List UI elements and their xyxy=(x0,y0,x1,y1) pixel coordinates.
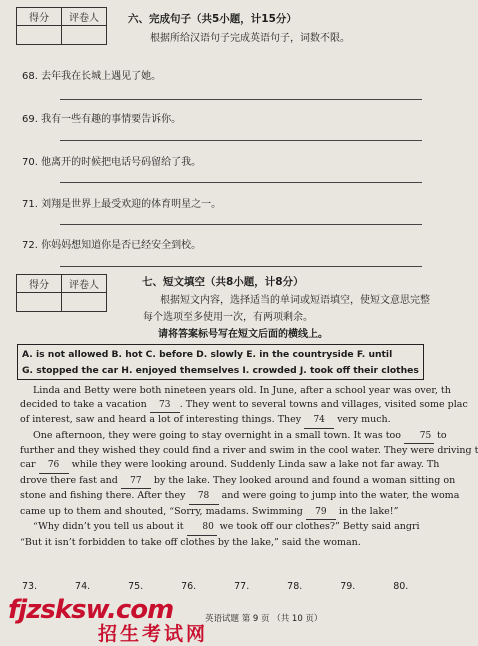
passage-line: “But it isn’t forbidden to take off clothes by the lake,” said the woman. xyxy=(20,536,361,548)
answer-77[interactable]: 77. xyxy=(234,581,250,592)
blank-78: 78 xyxy=(189,490,219,505)
passage-line: Linda and Betty were both nineteen years old. In June, after a school year was over, th xyxy=(33,385,451,396)
answer-75[interactable]: 75. xyxy=(128,581,144,592)
answer-73[interactable]: 73. xyxy=(22,581,38,592)
answer-line-71[interactable] xyxy=(60,224,422,225)
blank-73: 73 xyxy=(150,399,180,414)
section7-heading: 七、短文填空（共8小题，计8分） xyxy=(142,276,304,288)
blank-80: 80 xyxy=(187,521,217,536)
passage-line: came up to them and shouted, “Sorry, madams. Swimming 79 in the lake!” xyxy=(20,505,428,521)
watermark-chinese: 招生考试网 xyxy=(98,623,209,645)
score-table-section6 xyxy=(16,7,107,45)
grader-header: 评卷人 xyxy=(62,8,107,26)
passage-line: decided to take a vacation 73 . They went to several towns and villages, visited some plac xyxy=(20,398,428,414)
section6-instruction: 根据所给汉语句子完成英语句子，词数不限。 xyxy=(150,33,350,44)
reading-passage xyxy=(20,384,478,550)
score-table-section7 xyxy=(16,274,107,312)
score-header: 得分 xyxy=(17,275,62,293)
question-72: 72. 你妈妈想知道你是否已经安全到校。 xyxy=(22,240,202,251)
question-69: 69. 我有一些有趣的事情要告诉你。 xyxy=(22,114,182,125)
passage-line: of interest, saw and heard a lot of interesting things. They 74 very much. xyxy=(20,413,428,429)
blank-74: 74 xyxy=(304,414,334,429)
answer-74[interactable]: 74. xyxy=(75,581,91,592)
question-68: 68. 去年我在长城上遇见了她。 xyxy=(22,71,162,82)
answer-line-72[interactable] xyxy=(60,266,422,267)
section7-instruction-2: 每个选项至多使用一次，有两项剩余。 xyxy=(143,312,313,323)
passage-line: One afternoon, they were going to stay overnight in a small town. It was too 75 to xyxy=(20,429,428,445)
answer-line-69[interactable] xyxy=(60,140,422,141)
passage-line: car 76 while they were looking around. Suddenly Linda saw a lake not far away. Th xyxy=(20,458,428,474)
section7-instruction-3: 请将答案标号写在短文后面的横线上。 xyxy=(158,329,328,340)
grader-cell xyxy=(62,293,107,312)
page-footer: 英语试题 第 9 页 （共 10 页） xyxy=(205,614,323,624)
answer-80[interactable]: 80. xyxy=(393,581,409,592)
answer-line-70[interactable] xyxy=(60,182,422,183)
answer-blanks xyxy=(22,581,423,592)
blank-79: 79 xyxy=(306,506,336,521)
answer-78[interactable]: 78. xyxy=(287,581,303,592)
answer-line-68[interactable] xyxy=(60,99,422,100)
blank-76: 76 xyxy=(39,459,69,474)
grader-cell xyxy=(62,26,107,45)
section7-instruction-1: 根据短文内容，选择适当的单词或短语填空，使短文意思完整 xyxy=(160,295,430,306)
score-cell xyxy=(17,293,62,312)
word-bank-row-2: G. stopped the car H. enjoyed themselves I. crowded J. took off their clothes xyxy=(22,365,419,376)
word-bank xyxy=(17,344,424,380)
grader-header: 评卷人 xyxy=(62,275,107,293)
section6-heading: 六、完成句子（共5小题，计15分） xyxy=(128,13,297,25)
question-71: 71. 刘翔是世界上最受欢迎的体育明星之一。 xyxy=(22,199,222,210)
answer-79[interactable]: 79. xyxy=(340,581,356,592)
score-cell xyxy=(17,26,62,45)
score-header: 得分 xyxy=(17,8,62,26)
word-bank-row-1: A. is not allowed B. hot C. before D. slowly E. in the countryside F. until xyxy=(22,349,393,360)
blank-77: 77 xyxy=(121,475,151,490)
passage-line: drove there fast and 77 by the lake. They looked around and found a woman sitting on xyxy=(20,474,428,490)
question-70: 70. 他离开的时候把电话号码留给了我。 xyxy=(22,157,202,168)
blank-75: 75 xyxy=(404,430,434,445)
passage-line: further and they wished they could find a river and swim in the cool water. They were driving t xyxy=(20,445,478,457)
answer-76[interactable]: 76. xyxy=(181,581,197,592)
passage-line: “Why didn’t you tell us about it 80 we took off our clothes?” Betty said angri xyxy=(20,520,428,536)
watermark-domain: fjzsksw.com xyxy=(8,595,174,625)
passage-line: stone and fishing there. After they 78 and were going to jump into the water, the woma xyxy=(20,489,428,505)
